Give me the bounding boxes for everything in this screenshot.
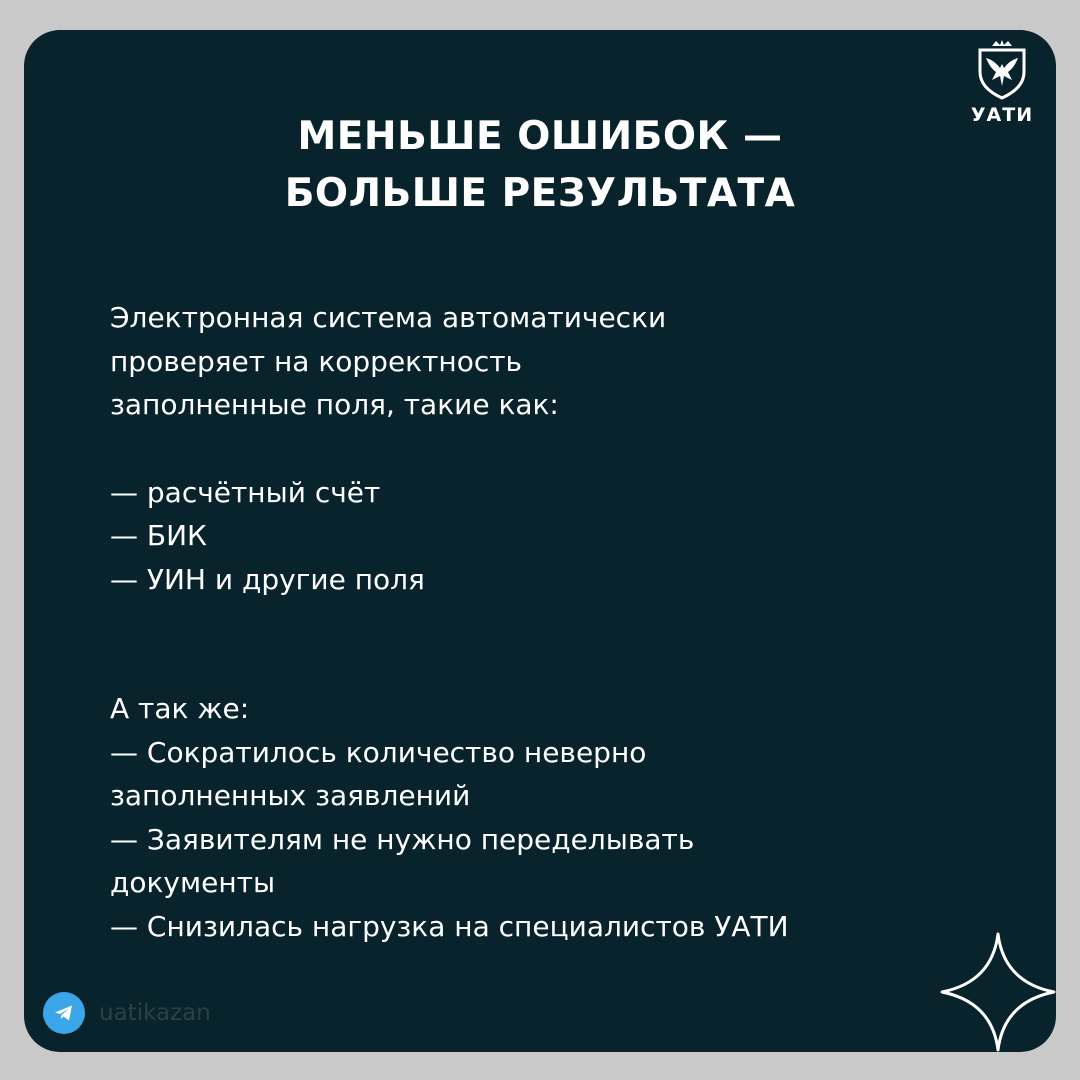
field-item-bik: — БИК [110, 519, 207, 552]
also-line-3: — Заявителям не нужно переделывать [110, 822, 695, 856]
four-point-star-icon [938, 930, 1056, 1052]
also-line-4: документы [110, 866, 276, 899]
also-heading: А так же: [110, 692, 250, 725]
intro-line-2: проверяет на корректность [110, 344, 523, 378]
also-line-1: — Сократилось количество неверно [110, 735, 647, 769]
intro-line-1: Электронная система автоматически [110, 301, 667, 334]
eagle-emblem-icon [974, 38, 1030, 100]
telegram-handle[interactable]: uatikazan [99, 1000, 211, 1026]
spacer [110, 427, 1010, 471]
title-line-2: БОЛЬШЕ РЕЗУЛЬТАТА [284, 171, 796, 216]
also-line-5: — Снизилась нагрузка на специалистов УАТИ [110, 909, 789, 943]
also-line-2: заполненных заявлений [110, 779, 471, 812]
post-body [110, 296, 1010, 948]
intro-line-3: заполненные поля, такие как: [110, 388, 559, 421]
field-item-uin: — УИН и другие поля [110, 562, 425, 596]
telegram-link[interactable] [43, 991, 211, 1035]
post-card [24, 30, 1056, 1052]
field-item-account: — расчётный счёт [110, 475, 381, 509]
telegram-icon [43, 992, 85, 1034]
title-line-1: МЕНЬШЕ ОШИБОК — [297, 114, 783, 159]
spacer [110, 601, 1010, 687]
page-title [24, 108, 1056, 222]
brand-logo-text: УАТИ [970, 104, 1034, 126]
